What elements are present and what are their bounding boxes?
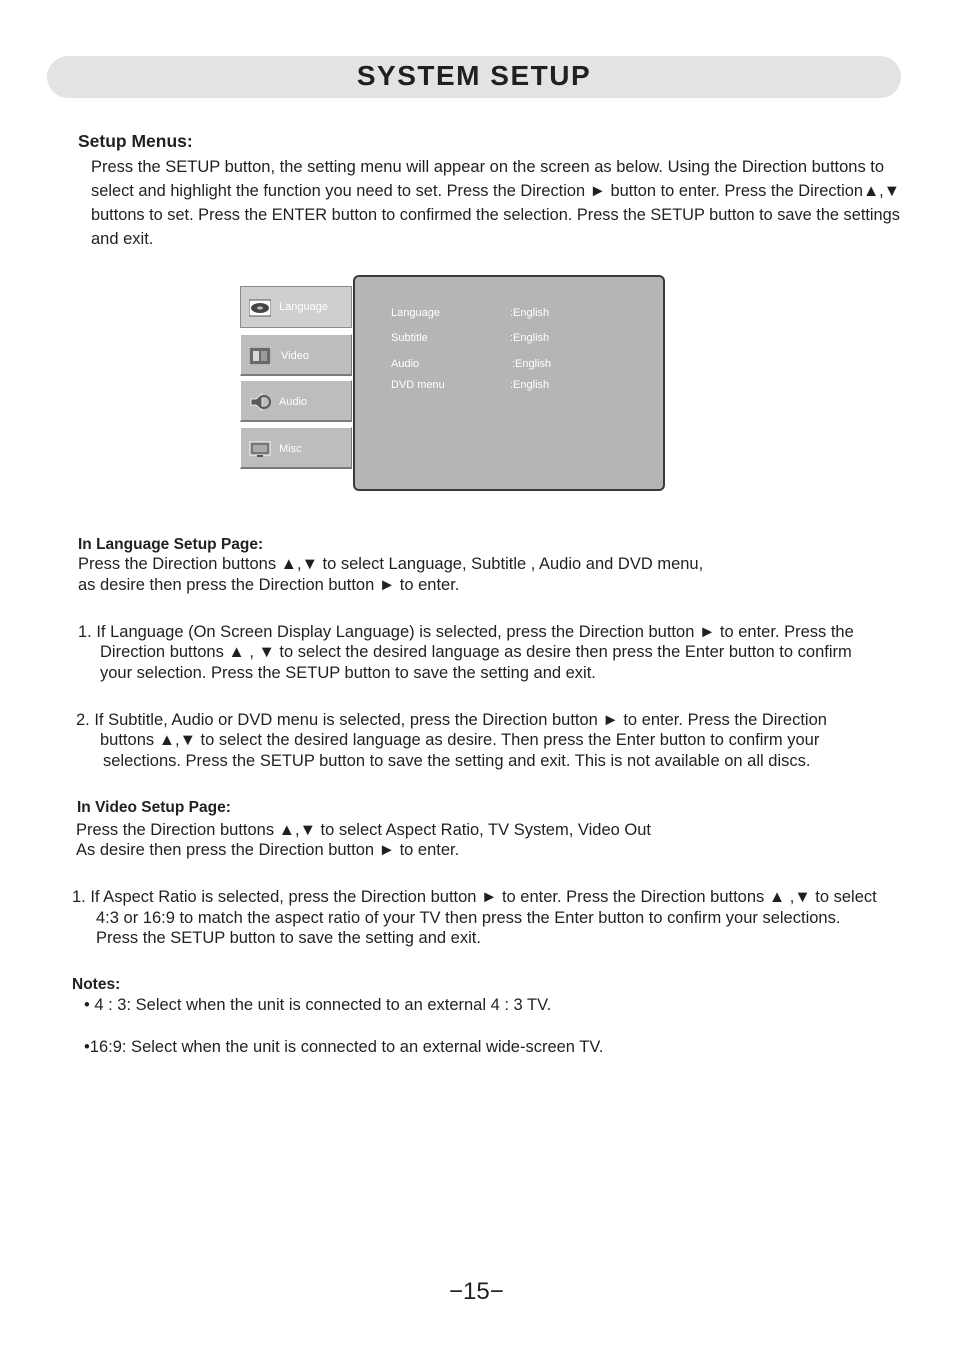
setup-menus-line: select and highlight the function you need to set. Press the Direction ► button to enter. Press the Direction▲,▼ bbox=[91, 182, 900, 200]
osd-tab-language bbox=[240, 286, 352, 328]
video-item1-line: 1. If Aspect Ratio is selected, press the Direction button ► to enter. Press the Direction buttons ▲ ,▼ to select bbox=[72, 888, 877, 906]
note-item: •16:9: Select when the unit is connected to an external wide-screen TV. bbox=[84, 1038, 604, 1056]
setup-menus-line: and exit. bbox=[91, 230, 154, 248]
setup-menus-heading: Setup Menus: bbox=[78, 131, 193, 151]
osd-tab-video bbox=[240, 334, 352, 376]
setup-menus-line: buttons to set. Press the ENTER button to confirmed the selection. Press the SETUP button to save the settings bbox=[91, 206, 900, 224]
osd-tab-label: Misc bbox=[279, 443, 302, 455]
video-page-heading: In Video Setup Page: bbox=[77, 799, 231, 816]
osd-row-value: :English bbox=[510, 307, 550, 319]
language-item1-line: Direction buttons ▲ , ▼ to select the desired language as desire then press the Enter button to confirm bbox=[100, 643, 852, 661]
video-item1-line: 4:3 or 16:9 to match the aspect ratio of your TV then press the Enter button to confirm your selections. bbox=[96, 909, 841, 927]
osd-row-label: DVD menu bbox=[391, 379, 445, 391]
osd-tab-label: Audio bbox=[279, 396, 308, 408]
page-number: −15− bbox=[449, 1278, 504, 1305]
osd-settings-panel bbox=[353, 275, 665, 491]
language-item1-line: 1. If Language (On Screen Display Language) is selected, press the Direction button ► to enter. Press the bbox=[78, 623, 854, 641]
video-item1-line: Press the SETUP button to save the setting and exit. bbox=[96, 929, 481, 947]
osd-row-value: :English bbox=[510, 379, 550, 391]
setup-menus-line: Press the SETUP button, the setting menu will appear on the screen as below. Using the Direction buttons to bbox=[91, 158, 885, 176]
osd-tab-column bbox=[240, 284, 356, 472]
osd-tab-label: Video bbox=[281, 350, 309, 362]
language-item2-line: selections. Press the SETUP button to save the setting and exit. This is not available on all discs. bbox=[103, 752, 811, 770]
video-intro-line: Press the Direction buttons ▲,▼ to select Aspect Ratio, TV System, Video Out bbox=[76, 821, 651, 839]
tv-icon bbox=[249, 440, 271, 458]
language-intro-line: Press the Direction buttons ▲,▼ to select Language, Subtitle , Audio and DVD menu, bbox=[78, 555, 704, 573]
disc-icon bbox=[249, 299, 271, 317]
video-icon bbox=[249, 347, 271, 365]
osd-row-label: Language bbox=[391, 307, 440, 319]
speaker-icon bbox=[249, 393, 271, 411]
language-page-heading: In Language Setup Page: bbox=[78, 536, 264, 553]
page-title: SYSTEM SETUP bbox=[356, 60, 592, 91]
osd-tab-label: Language bbox=[279, 301, 328, 313]
osd-row-label: Subtitle bbox=[391, 332, 428, 344]
osd-row-value: :English bbox=[512, 358, 552, 370]
language-item1-line: your selection. Press the SETUP button to save the setting and exit. bbox=[100, 664, 596, 682]
video-intro-line: As desire then press the Direction button ► to enter. bbox=[76, 841, 460, 859]
note-item: • 4 : 3: Select when the unit is connected to an external 4 : 3 TV. bbox=[84, 996, 552, 1014]
osd-row-value: :English bbox=[510, 332, 550, 344]
title-banner bbox=[47, 56, 901, 98]
language-intro-line: as desire then press the Direction button ► to enter. bbox=[78, 576, 460, 594]
osd-row-label: Audio bbox=[391, 358, 420, 370]
notes-heading: Notes: bbox=[72, 976, 121, 993]
language-item2-line: buttons ▲,▼ to select the desired language as desire. Then press the Enter button to confirm your bbox=[100, 731, 820, 749]
osd-tab-audio bbox=[240, 380, 352, 422]
language-item2-line: 2. If Subtitle, Audio or DVD menu is selected, press the Direction button ► to enter. Press the Direction bbox=[76, 711, 827, 729]
osd-tab-misc bbox=[240, 427, 352, 469]
